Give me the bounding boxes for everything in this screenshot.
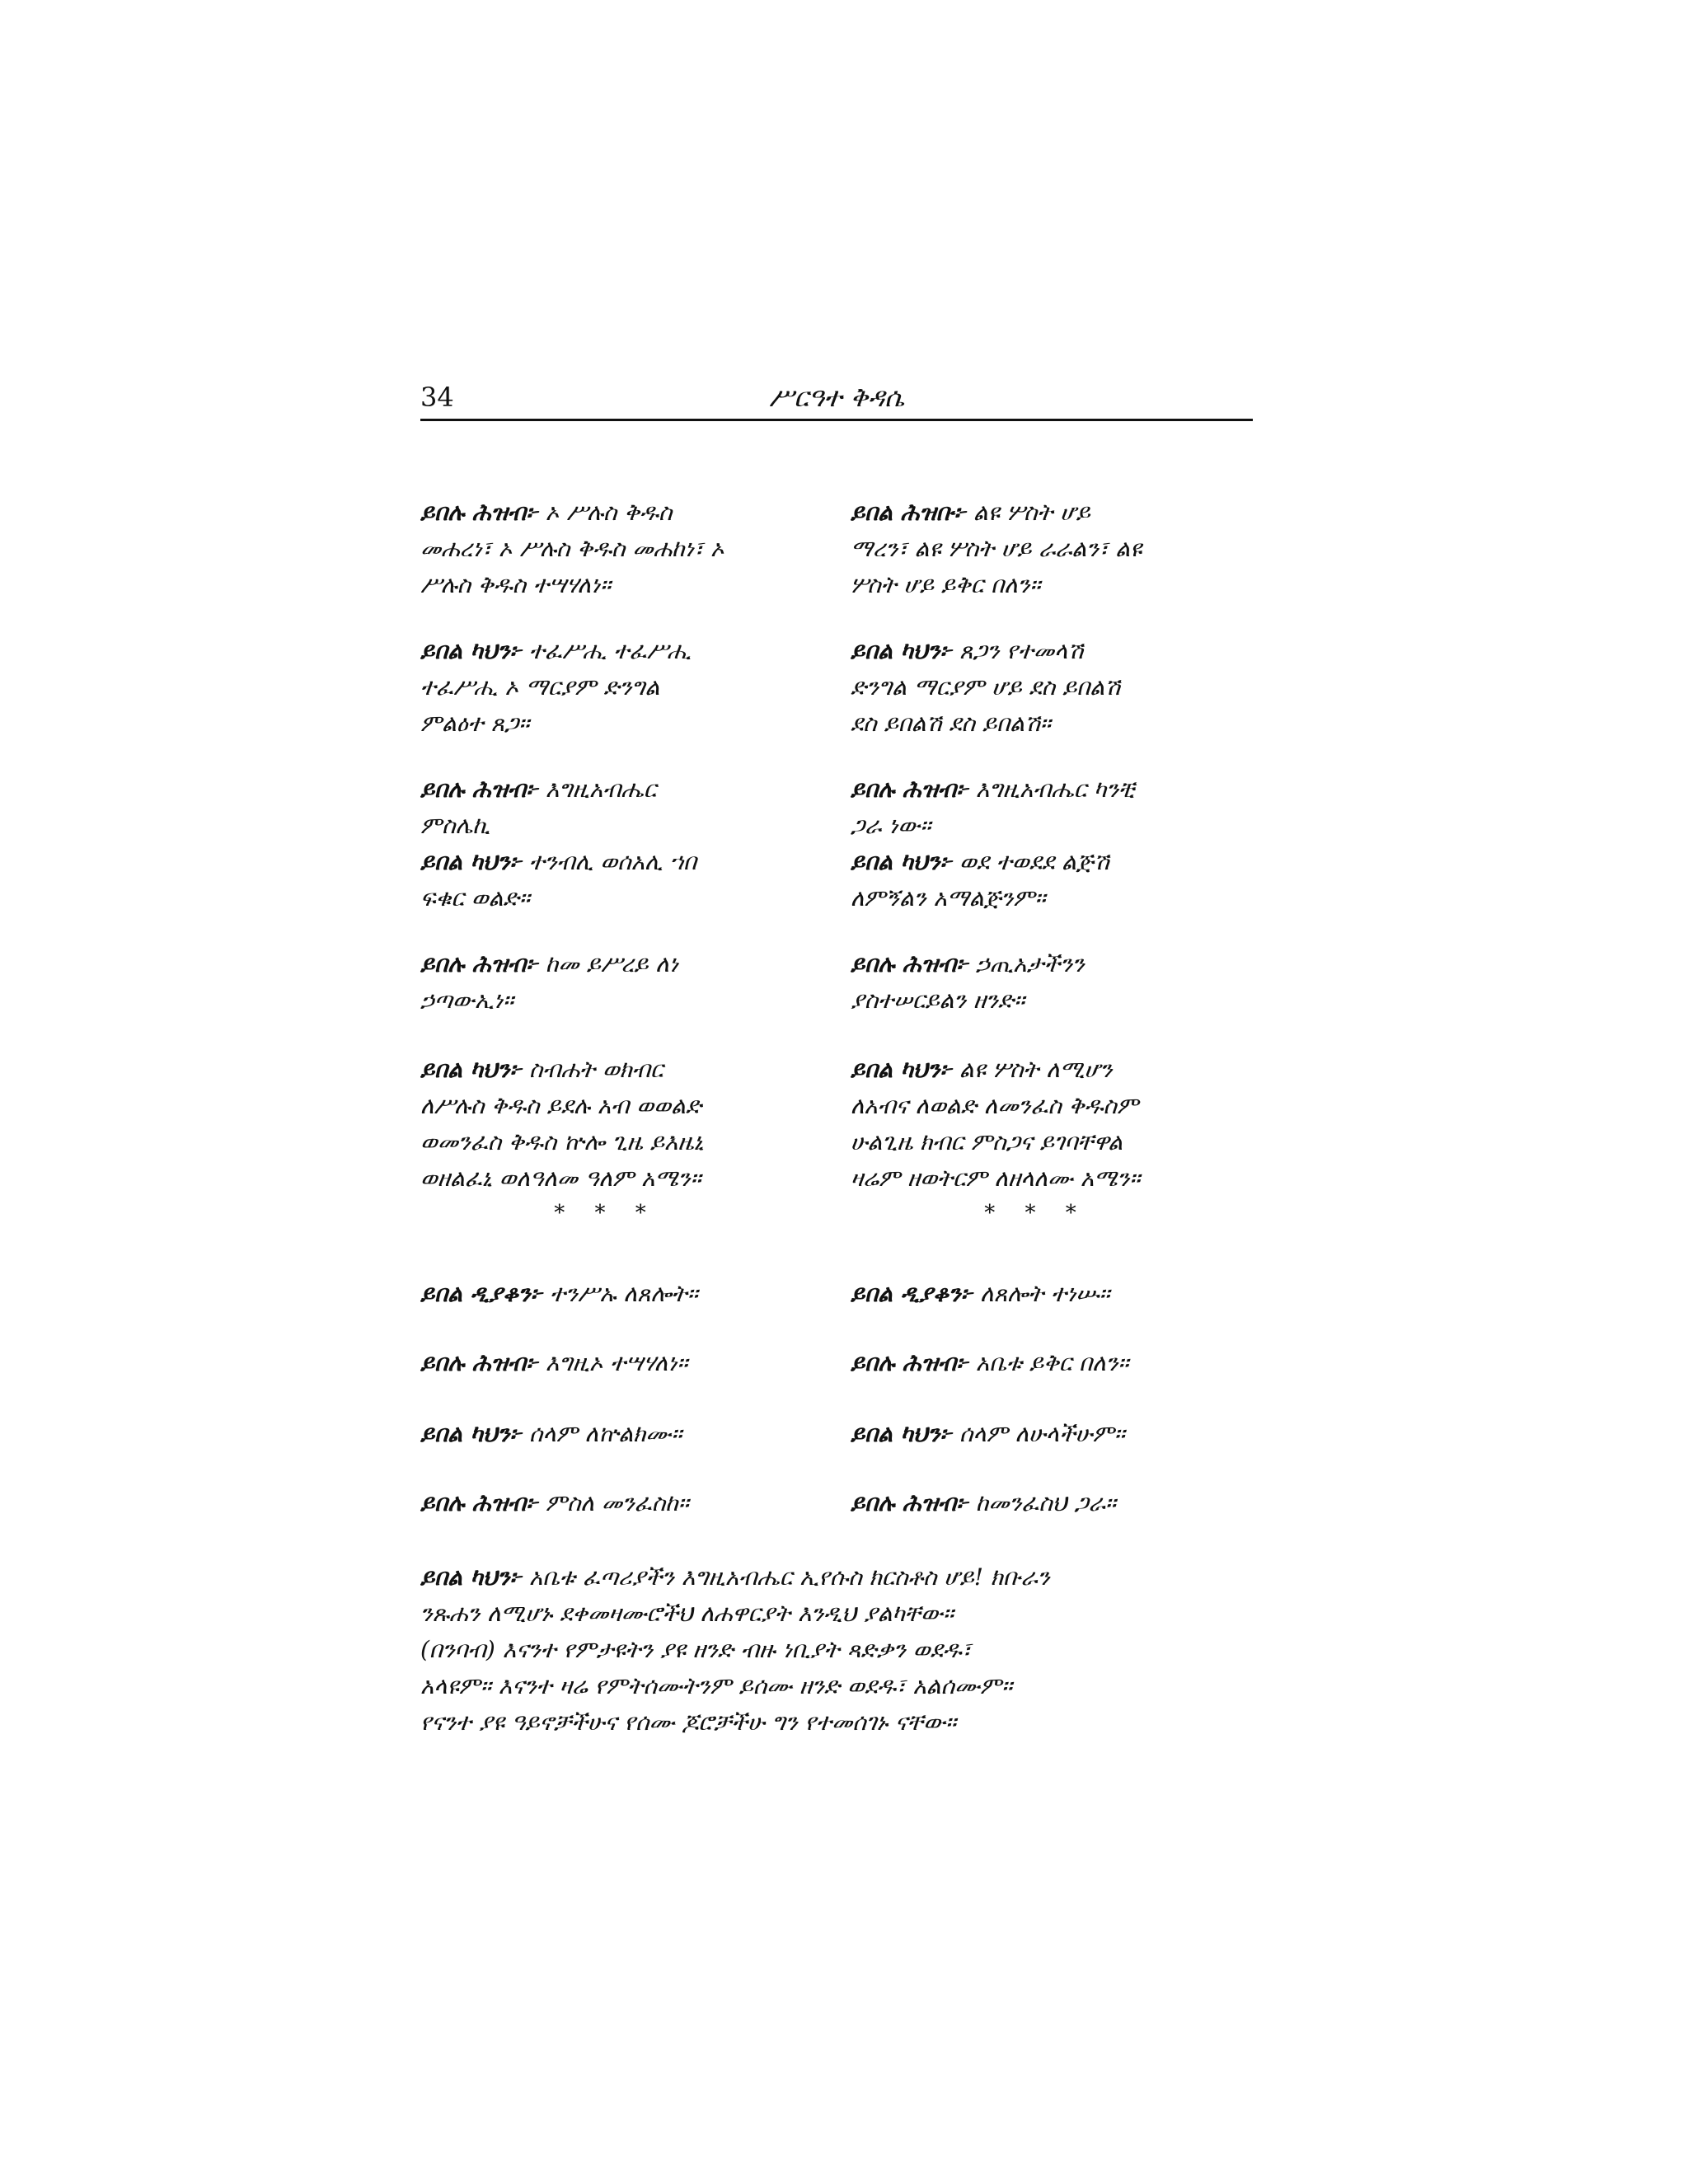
text-line: ምስሌኪ [420,812,490,839]
speaker: ይበል ካህን፦ [420,1420,523,1447]
speaker: ይበል ካህን፦ [420,848,523,875]
text-line: ሦስት ሆይ ይቅር በለን። [851,571,1041,598]
left-block-1 [420,494,824,603]
right-block-9 [851,1485,1254,1521]
text-line: ድንግል ማርያም ሆይ ደስ ይበልሽ [851,673,1121,701]
left-block-4 [420,946,824,1019]
text: ወደ ተወደደ ልጅሽ [952,848,1109,875]
text-line: ተፈሥሒ ኦ ማርያም ድንግል [420,673,660,701]
left-block-2 [420,633,824,742]
text-line: መሐረነ፣ ኦ ሥሉስ ቅዱስ መሐከነ፣ ኦ [420,535,724,562]
text: ስብሐት ወክብር [522,1056,663,1083]
text: ሰላም ለሁላችሁም። [952,1420,1125,1447]
text: ተፈሥሒ ተፈሥሒ [522,637,692,664]
text: እግዚአብሔር ካንቺ [968,776,1135,803]
text: ከመንፈስህ ጋራ። [968,1489,1116,1516]
text: ኦ ሥሉስ ቅዱስ [538,499,673,526]
right-block-8 [851,1416,1254,1452]
left-block-3 [420,771,824,916]
final-paragraph [420,1559,1253,1741]
text: ተንሥኡ ለጸሎት። [542,1280,698,1307]
text-line: ያስተሠርይልን ዘንድ። [851,987,1025,1014]
page-header [420,377,1253,421]
speaker: ይበሉ ሕዝብ፦ [420,1489,539,1516]
speaker: ይበል ካህን፦ [851,1056,953,1083]
text: እግዚኦ ተሣሃለነ። [538,1349,688,1376]
right-block-2 [851,633,1254,742]
speaker: ይበሉ ሕዝብ፦ [420,1349,539,1376]
text-line: ጋራ ነው። [851,812,931,839]
right-block-4 [851,946,1254,1019]
speaker: ይበሉ ሕዝብ፦ [420,950,539,977]
text: ከመ ይሥረይ ለነ [538,950,678,977]
speaker: ይበል ካህን፦ [420,1056,523,1083]
text: ልዩ ሦስት ለሚሆን [952,1056,1113,1083]
text: ተንብሊ ወሰአሊ ኀበ [522,848,697,875]
left-block-6 [420,1276,824,1312]
speaker: ይበሉ ሕዝብ፦ [851,950,969,977]
speaker: ይበል ካህን፦ [851,1420,953,1447]
text-line: ኃጣውኢነ። [420,987,514,1014]
text-line: ለአብና ለወልድ ለመንፈስ ቅዱስም [851,1092,1139,1119]
text-line: ወመንፈስ ቅዱስ ኵሎ ጊዜ ይእዜኒ [420,1128,704,1155]
running-title: ሥርዓተ ቅዳሴ [768,382,905,413]
text-line: ሁልጊዜ ክብር ምስጋና ይገባቸዋል [851,1128,1123,1155]
text-line: የናንተ ያዩ ዓይኖቻችሁና የሰሙ ጆሮቻችሁ ግን የተመሰገኑ ናቸው። [420,1708,957,1736]
text: ሰላም ለኵልክሙ። [522,1420,682,1447]
speaker: ይበል ካህን፦ [851,848,953,875]
left-block-5 [420,1052,824,1230]
left-block-7 [420,1345,824,1381]
speaker: ይበል ሕዝቡ፦ [851,499,967,526]
text-line: አላዩም። እናንተ ዛሬ የምትሰሙትንም ይሰሙ ዘንድ ወደዱ፣ አልሰሙም። [420,1672,1013,1699]
text-line: ለሥሉስ ቅዱስ ይደሉ አብ ወወልድ [420,1092,702,1119]
speaker: ይበሉ ሕዝብ፦ [420,499,539,526]
right-block-7 [851,1345,1254,1381]
speaker: ይበሉ ሕዝብ፦ [851,1349,969,1376]
speaker: ይበሉ ሕዝብ፦ [851,776,969,803]
text-line: ደስ ይበልሽ ደስ ይበልሽ። [851,710,1051,737]
text-line: (በንባብ) እናንተ የምታዩትን ያዩ ዘንድ ብዙ ነቢያት ጻድቃን ወደዱ፣ [420,1636,972,1663]
text-line: ማረን፣ ልዩ ሦስት ሆይ ራራልን፣ ልዩ [851,535,1142,562]
text: አቤቱ ፈጣሪያችን እግዚአብሔር ኢየሱስ ክርስቶስ ሆይ! ክቡራን [522,1563,1050,1591]
text-line: ሥሉስ ቅዱስ ተሣሃለነ። [420,571,612,598]
speaker: ይበል ካህን፦ [420,637,523,664]
text-line: ለምኝልን አማልጅንም። [851,884,1046,912]
right-block-3 [851,771,1254,916]
right-block-1 [851,494,1254,603]
text-line: ምልዕተ ጸጋ። [420,710,530,737]
right-block-6 [851,1276,1254,1312]
text-line: ዛሬም ዘወትርም ለዘላለሙ አሜን። [851,1165,1141,1192]
text: አቤቱ ይቅር በለን። [968,1349,1129,1376]
text: ኃጢአታችንን [968,950,1085,977]
speaker: ይበል ዲያቆን፦ [851,1280,973,1307]
text: ምስለ መንፈስከ። [538,1489,689,1516]
speaker: ይበል ካህን፦ [851,637,953,664]
text-line: ንጹሐን ለሚሆኑ ደቀመዛሙሮችህ ለሐዋርያት እንዲህ ያልካቸው። [420,1600,954,1627]
text: እግዚአብሔር [538,776,657,803]
right-block-5 [851,1052,1254,1230]
left-block-9 [420,1485,824,1521]
speaker: ይበል ካህን፦ [420,1563,523,1591]
speaker: ይበል ዲያቆን፦ [420,1280,543,1307]
text-line: ወዘልፈኒ ወለዓለመ ዓለም አሜን። [420,1165,701,1192]
text-line: ፍቁር ወልድ። [420,884,530,912]
section-separator: * * * [984,1201,1088,1226]
section-separator: * * * [554,1201,658,1226]
text: ልዩ ሦስት ሆይ [966,499,1090,526]
speaker: ይበሉ ሕዝብ፦ [420,776,539,803]
text: ለጸሎት ተነሡ። [973,1280,1110,1307]
text: ጸጋን የተመላሽ [952,637,1084,664]
speaker: ይበሉ ሕዝብ፦ [851,1489,969,1516]
left-block-8 [420,1416,824,1452]
page-number: 34 [420,382,454,413]
